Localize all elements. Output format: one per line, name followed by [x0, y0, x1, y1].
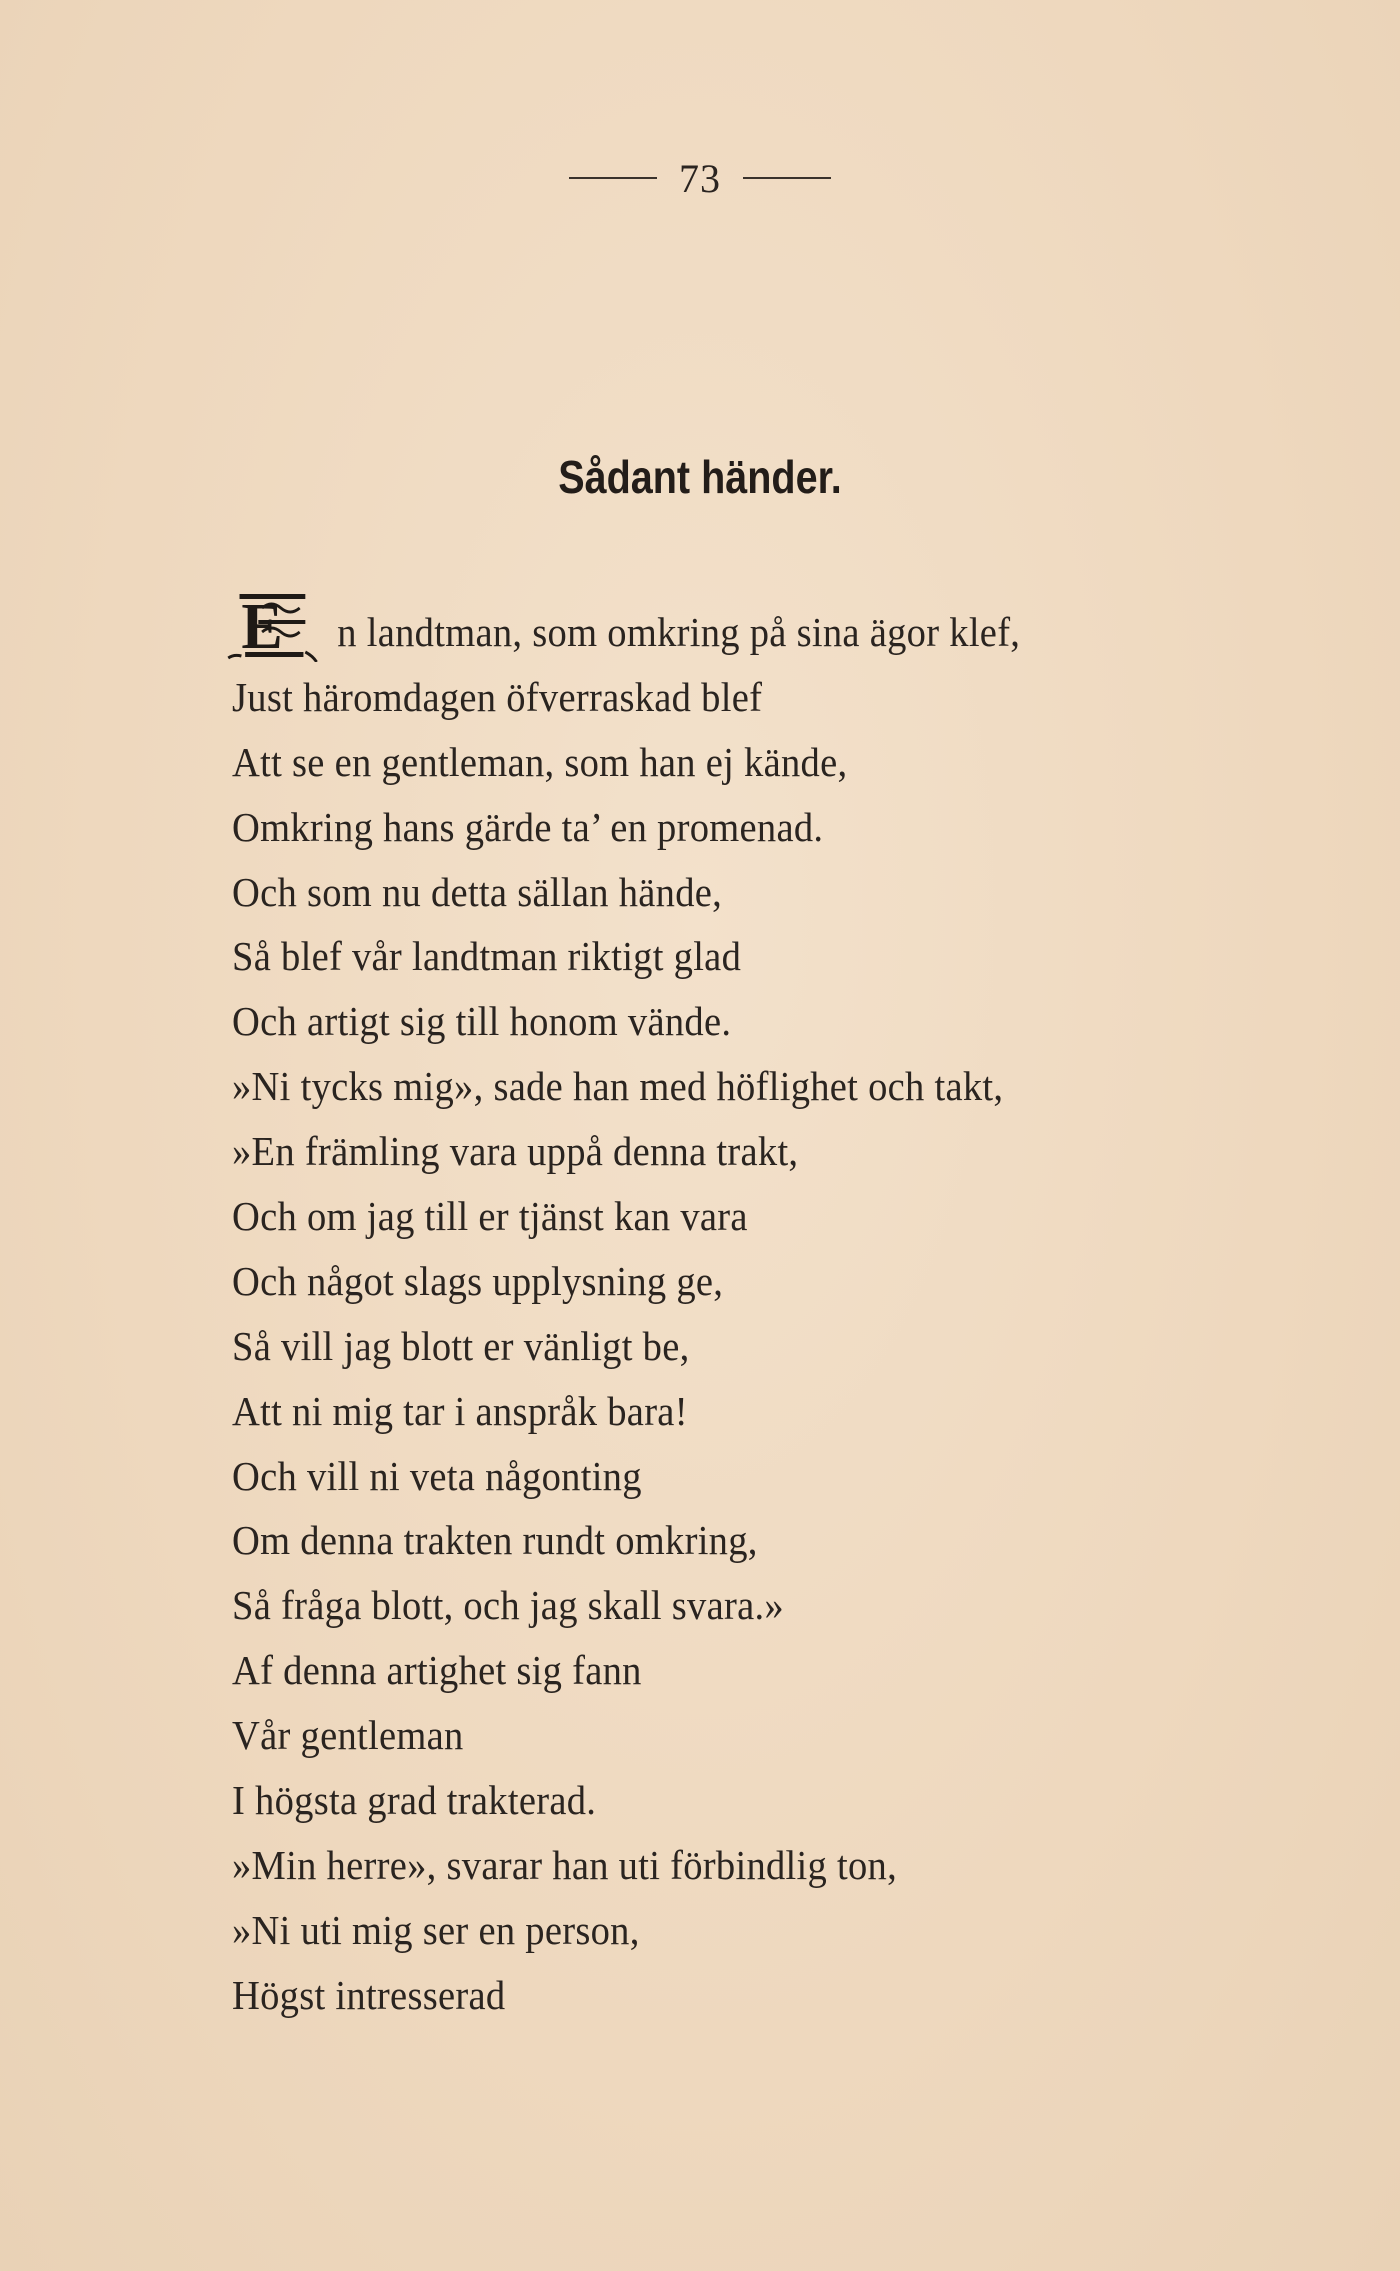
page-header [0, 150, 1400, 206]
poem-line: Och om jag till er tjänst kan vara [232, 1193, 748, 1240]
poem-line: Och vill ni veta någonting [232, 1452, 642, 1499]
header-rule-left [569, 177, 657, 179]
poem-line: »Ni tycks mig», sade han med höflighet och takt, [232, 1063, 1004, 1110]
poem-line: Af denna artighet sig fann [232, 1647, 642, 1694]
drop-cap-letter: E [241, 590, 284, 663]
poem-line: Vår gentleman [232, 1712, 464, 1759]
first-line-text: n landtman, som omkring på sina ägor klef, [337, 609, 1021, 655]
poem-line: Så fråga blott, och jag skall svara.» [232, 1582, 784, 1629]
poem-line: Om denna trakten rundt omkring, [232, 1517, 758, 1564]
poem-line: Omkring hans gärde ta’ en promenad. [232, 803, 824, 850]
poem-line: Och artigt sig till honom vände. [232, 998, 732, 1045]
poem-line: Att ni mig tar i anspråk bara! [232, 1387, 688, 1434]
ornamental-drop-cap [224, 592, 327, 662]
poem-line: »En främling vara uppå denna trakt, [232, 1128, 799, 1175]
poem-line: Högst intresserad [232, 1971, 506, 2018]
poem-line-first [232, 590, 1210, 665]
poem-line: Och något slags upplysning ge, [232, 1257, 724, 1304]
poem-line: Just häromdagen öfverraskad blef [232, 673, 763, 720]
poem-line: Så vill jag blott er vänligt be, [232, 1322, 690, 1369]
page-number: 73 [679, 155, 721, 201]
poem-line: »Ni uti mig ser en person, [232, 1906, 640, 1953]
poem-line: Att se en gentleman, som han ej kände, [232, 738, 848, 785]
poem-line: Så blef vår landtman riktigt glad [232, 933, 742, 980]
header-rule-right [743, 177, 831, 179]
poem-line: »Min herre», svarar han uti förbindlig ton, [232, 1841, 898, 1888]
poem-title: Sådant händer. [558, 451, 842, 503]
poem-line: Och som nu detta sällan hände, [232, 868, 723, 915]
poem-body [232, 590, 1272, 2028]
poem-line: I högsta grad trakterad. [232, 1777, 597, 1824]
